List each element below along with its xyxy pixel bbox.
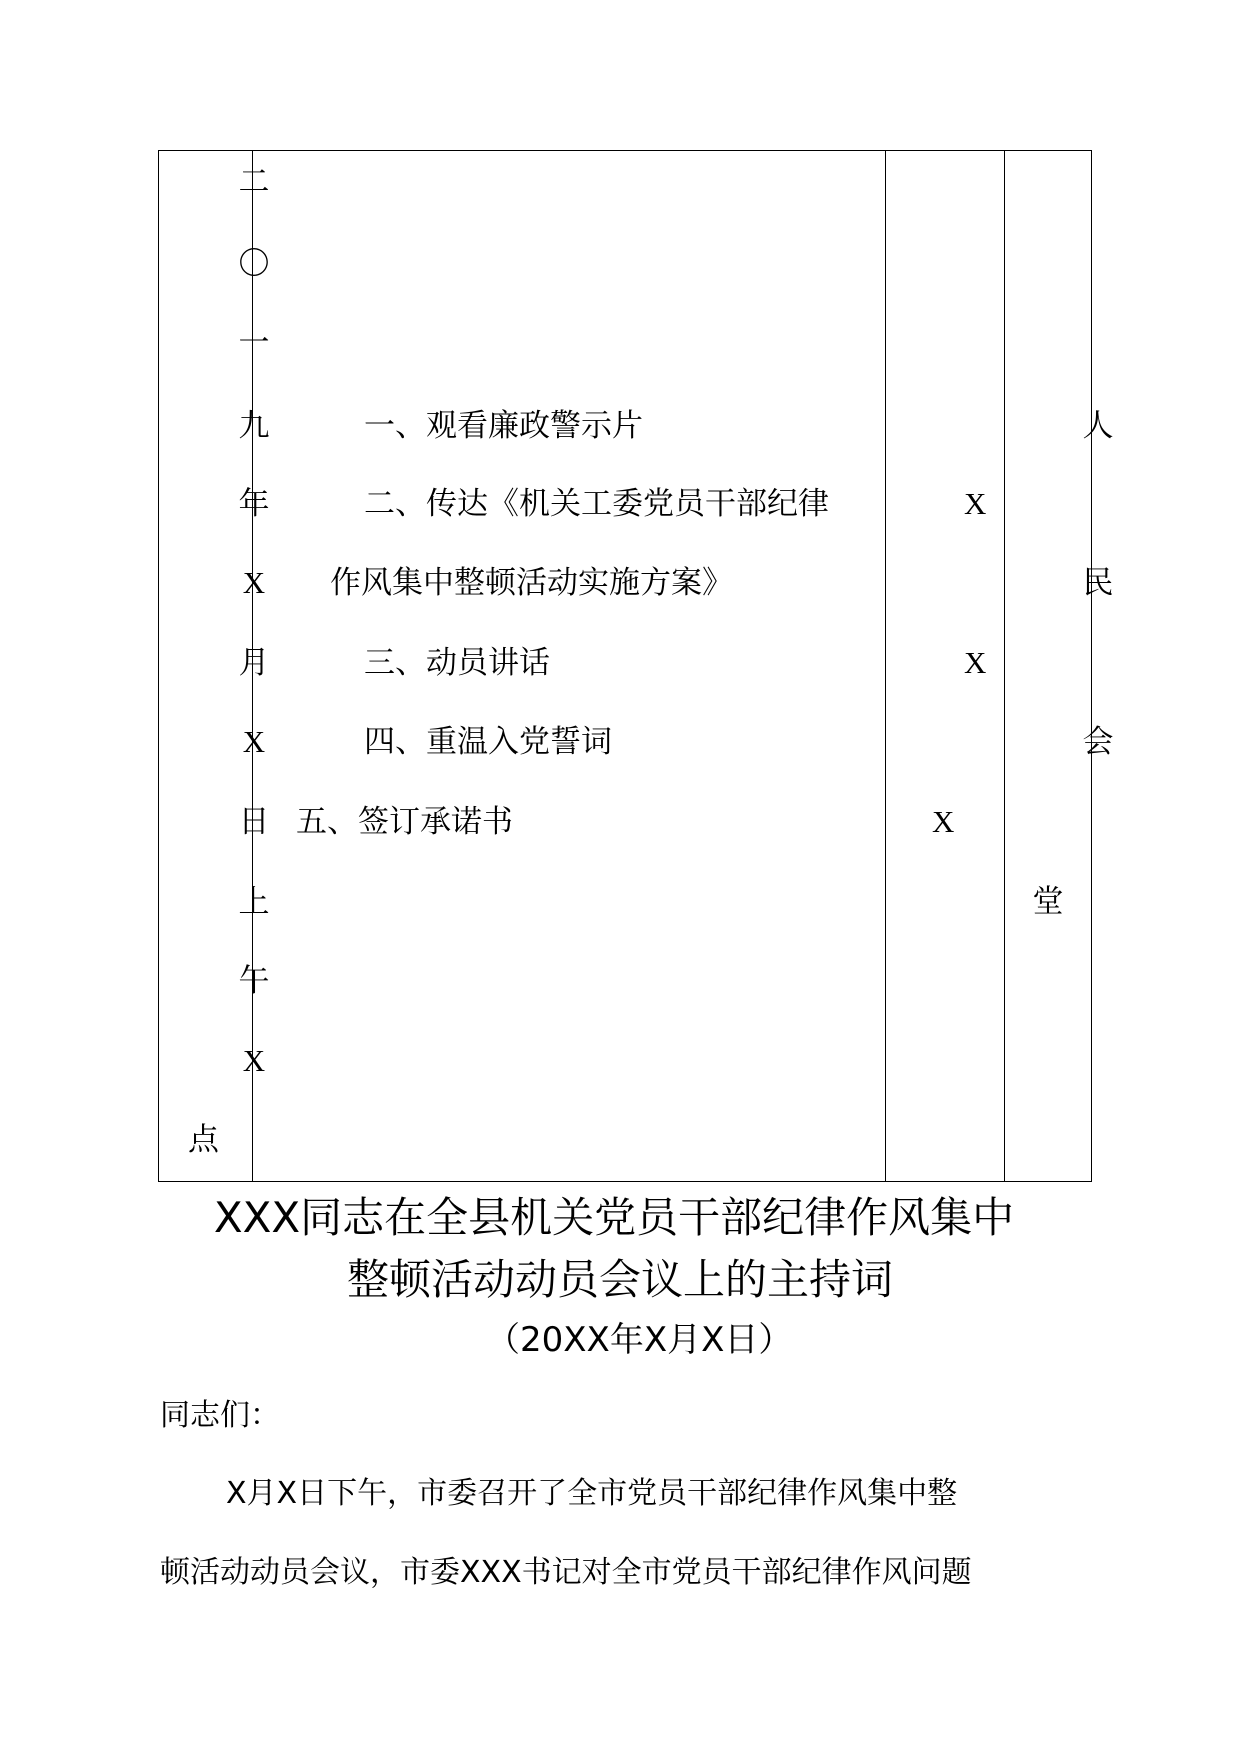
venue-char: 人 <box>1082 408 1114 444</box>
venue-char: 堂 <box>1032 884 1064 920</box>
table-divider-agenda <box>885 150 886 1182</box>
date-char: 一 <box>238 325 270 361</box>
agenda-item: 三、动员讲话 <box>364 645 550 681</box>
agenda-item: 四、重温入党誓词 <box>364 724 612 760</box>
agenda-item: 作风集中整顿活动实施方案》 <box>330 565 733 601</box>
date-char: X <box>242 724 266 759</box>
agenda-item: 二、传达《机关工委党员干部纪律 <box>364 486 829 522</box>
schedule-table <box>158 150 1092 1182</box>
venue-char: 会 <box>1082 724 1114 760</box>
salutation: 同志们： <box>160 1398 280 1433</box>
date-char: 二 <box>238 164 270 199</box>
agenda-item: 一、观看廉政警示片 <box>364 408 643 444</box>
venue-char: 民 <box>1082 565 1114 601</box>
speaker-name: X <box>964 486 987 521</box>
time-char: 点 <box>188 1122 219 1158</box>
paragraph-line: 顿活动动员会议，市委XXX书记对全市党员干部纪律作风问题 <box>160 1555 972 1590</box>
paragraph-line: X月X日下午，市委召开了全市党员干部纪律作风集中整 <box>226 1476 958 1511</box>
table-divider-speaker <box>1004 150 1005 1182</box>
date-char: 九 <box>238 408 270 444</box>
document-title-line1: XXX同志在全县机关党员干部纪律作风集中 <box>213 1193 1015 1242</box>
date-char: X <box>242 565 266 600</box>
date-char: 日 <box>238 804 270 840</box>
agenda-item: 五、签订承诺书 <box>296 804 513 840</box>
date-char: X <box>242 1043 266 1078</box>
date-char: 午 <box>238 963 270 999</box>
date-char: 年 <box>238 486 270 522</box>
speaker-name: X <box>932 804 955 839</box>
speaker-name: X <box>964 645 987 680</box>
document-date: （20XX年X月X日） <box>486 1320 793 1360</box>
date-char: 〇 <box>238 246 270 282</box>
document-title-line2: 整顿活动动员会议上的主持词 <box>346 1255 893 1304</box>
date-char: 上 <box>238 884 270 920</box>
date-char: 月 <box>238 645 270 681</box>
